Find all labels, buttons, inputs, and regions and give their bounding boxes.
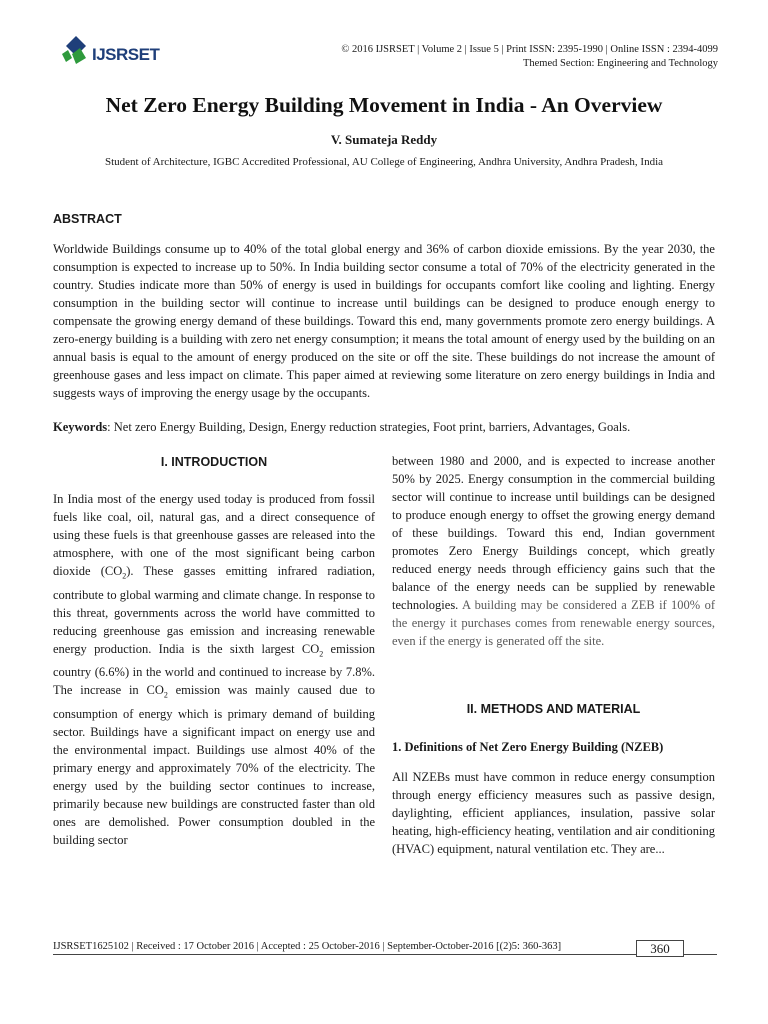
right-column-text	[392, 452, 715, 650]
intro-part-4: emission was mainly caused due to consumption of energy which is primary demand of building sector. Buildings have a significant impact on energy use and the environmental impact. Buildings use almost 40% of the primary energy and approximately 70% of the electricity. The energy used by the building sector continues to increase, primarily because new buildings are constructed faster than old ones are demolished. Power consumption doubled in the building sector	[53, 683, 375, 847]
introduction-heading: I. INTRODUCTION	[160, 455, 268, 469]
abstract-heading: ABSTRACT	[53, 212, 122, 226]
journal-logo	[62, 32, 162, 72]
nzeb-subheading: 1. Definitions of Net Zero Energy Building (NZEB)	[392, 740, 664, 754]
paper-title: Net Zero Energy Building Movement in India - An Overview	[105, 93, 663, 117]
introduction-text	[53, 490, 375, 849]
abstract-text: Worldwide Buildings consume up to 40% of the total global energy and 36% of carbon dioxide emissions. By the year 2030, the consumption is expected to increase up to 50%. In India building sector consume a total of 70% of the electricity generated in the country. Studies indicate more than 50% of energy is used in buildings for occupants comfort like cooling and lighting. Energy consumption in the building sector will continue to increase until buildings can be designed to produce enough energy to compensate the growing energy demand of these buildings. Toward this end, many governments promote zero energy buildings. A zero-energy building is a building with zero net energy consumption; it means the total amount of energy used by the building on an annual basis is equal to the amount of energy produced on the site or off the site. These buildings do not increase the amount of greenhouse gases and less impact on climate. This paper aimed at reviewing some literature on zero energy buildings in India and suggests ways of improving the energy usage by the occupants.	[53, 242, 715, 400]
co2-subscript: 2	[122, 571, 127, 581]
methods-heading: II. METHODS AND MATERIAL	[466, 702, 641, 716]
intro-part-1: In India most of the energy used today is produced from fossil fuels like coal, oil, natural gas, and a direct consequence of using these fuels is that greenhouse gasses are released into the atmosphere, with one of the most significant being carbon dioxide (CO	[53, 492, 375, 578]
nzeb-text: All NZEBs must have common in reduce energy consumption through energy efficiency measures such as passive design, daylighting, efficient appliances, insulation, passive solar heating, high-efficiency heating, ventilation and air conditioning (HVAC) equipment, natural ventilation etc. They are...	[392, 770, 715, 856]
author-affiliation: Student of Architecture, IGBC Accredited Professional, AU College of Engineering, Andhra University, Andhra Pradesh, India	[104, 156, 664, 168]
logo-text: IJSRSET	[92, 45, 160, 64]
keywords	[53, 418, 715, 436]
zeb-definition: A building may be considered a ZEB if 100% of the energy it purchases comes from renewable energy sources, even if the energy is generated off the site.	[392, 598, 715, 648]
intro-part-3: emission country (6.6%) in the world and continued to increase by 7.8%. The increase in CO	[53, 641, 375, 697]
footer-citation: IJSRSET1625102 | Received : 17 October 2016 | Accepted : 25 October-2016 | September-October-2016 [(2)5: 360-363]	[53, 941, 562, 952]
co2-subscript: 2	[319, 649, 324, 658]
right-part-1: between 1980 and 2000, and is expected to increase another 50% by 2025. Energy consumption in the commercial building sector will continue to increase until buildings can be designed to produce enough energy to offset the growing energy demand of these buildings. Toward this end, Indian government promotes Zero Energy Buildings concept, which greatly reduced energy needs through efficiency gains such that the balance of the energy needs can be supplied by renewable technologies.	[392, 454, 715, 612]
keywords-label: Keywords	[53, 420, 108, 434]
keywords-text: : Net zero Energy Building, Design, Energy reduction strategies, Foot print, barriers, Advantages, Goals.	[107, 420, 631, 434]
co2-subscript: 2	[163, 690, 168, 700]
page-number: 360	[636, 940, 684, 957]
logo-emblem-icon	[62, 32, 96, 72]
themed-section: Themed Section: Engineering and Technology	[522, 58, 718, 69]
footer-divider	[53, 954, 717, 955]
intro-part-2: ). These gasses emitting infrared radiation, contribute to global warming and climate change. In response to this threat, governments across the world have committed to reducing greenhouse gas emission and increasing renewable energy production. India is the sixth largest CO	[53, 564, 375, 656]
citation-line: © 2016 IJSRSET | Volume 2 | Issue 5 | Print ISSN: 2395-1990 | Online ISSN : 2394-4099	[341, 44, 718, 55]
author-name: V. Sumateja Reddy	[330, 132, 438, 147]
